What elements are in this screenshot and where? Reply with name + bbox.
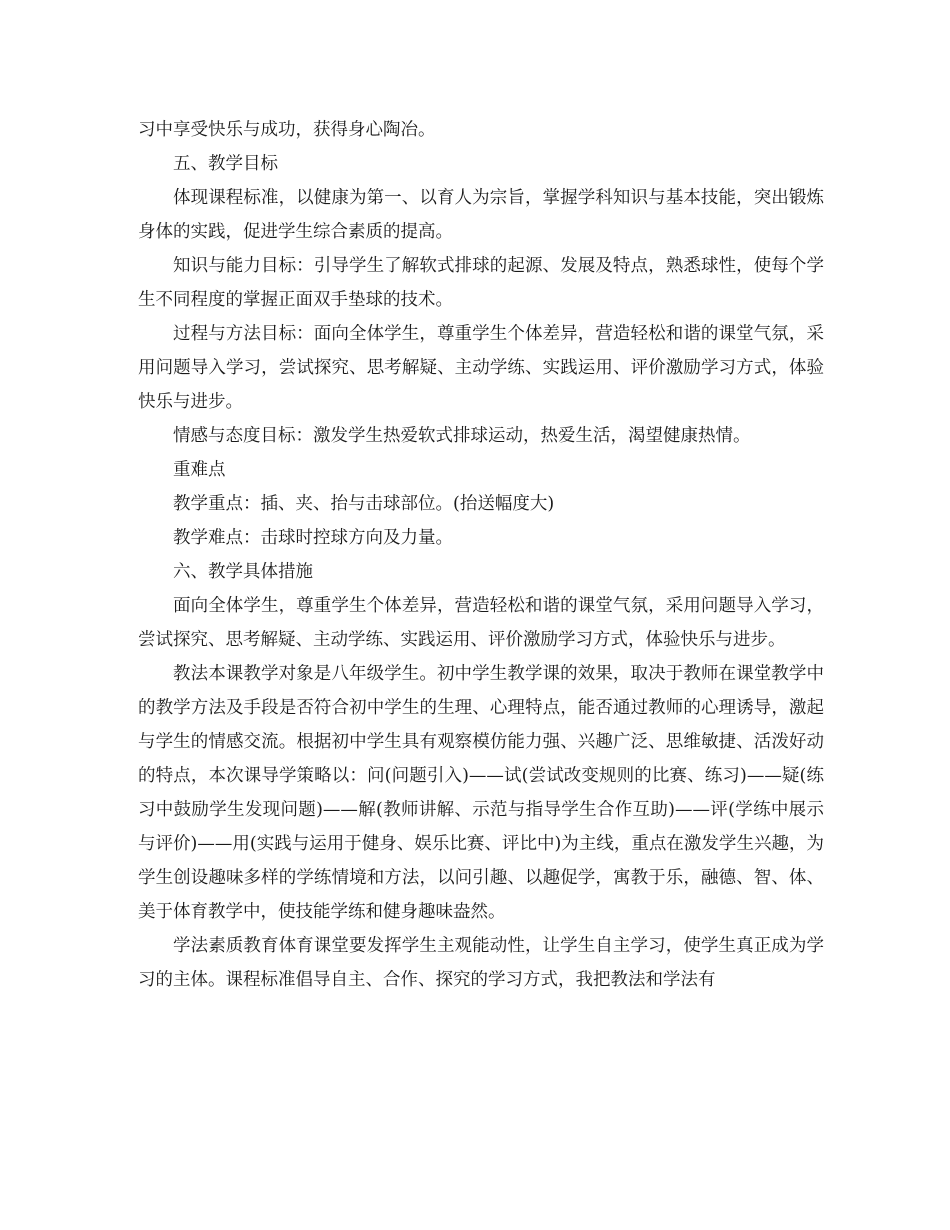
paragraph: 面向全体学生，尊重学生个体差异，营造轻松和谐的课堂气氛，采用问题导入学习，尝试探究、思考解疑、主动学练、实践运用、评价激励学习方式，体验快乐与进步。 (138, 596, 824, 650)
paragraph: 过程与方法目标：面向全体学生，尊重学生个体差异，营造轻松和谐的课堂气氛，采用问题导入学习，尝试探究、思考解疑、主动学练、实践运用、评价激励学习方式，体验快乐与进步。 (138, 324, 824, 412)
paragraph: 学法素质教育体育课堂要发挥学生主观能动性，让学生自主学习，使学生真正成为学习的主体。课程标准倡导自主、合作、探究的学习方式，我把教法和学法有 (138, 936, 824, 990)
paragraph: 习中享受快乐与成功，获得身心陶冶。 (138, 120, 436, 140)
paragraph: 教法本课教学对象是八年级学生。初中学生教学课的效果，取决于教师在课堂教学中的教学方法及手段是否符合初中学生的生理、心理特点，能否通过教师的心理诱导，激起与学生的情感交流。根据初中学生具有观察模仿能力强、兴趣广泛、思维敏捷、活泼好动的特点，本次课导学策略以：问(问题引入)——试(尝试改变规则的比赛、练习)——疑(练习中鼓励学生发现问题)——解(教师讲解、示范与指导学生合作互助)——评(学练中展示与评价)——用(实践与运用于健身、娱乐比赛、评比中)为主线，重点在激发学生兴趣，为学生创设趣味多样的学练情境和方法，以问引趣、以趣促学，寓教于乐，融德、智、体、美于体育教学中，使技能学练和健身趣味盎然。 (138, 664, 824, 922)
paragraph: 教学重点：插、夹、抬与击球部位。(抬送幅度大) (173, 494, 555, 514)
section-heading: 重难点 (173, 460, 226, 480)
paragraph: 教学难点：击球时控球方向及力量。 (173, 528, 453, 548)
paragraph: 体现课程标准，以健康为第一、以育人为宗旨，掌握学科知识与基本技能，突出锻炼身体的实践，促进学生综合素质的提高。 (138, 188, 824, 242)
section-heading: 五、教学目标 (173, 154, 278, 174)
paragraph: 知识与能力目标：引导学生了解软式排球的起源、发展及特点，熟悉球性，使每个学生不同程度的掌握正面双手垫球的技术。 (138, 256, 824, 310)
section-heading: 六、教学具体措施 (173, 562, 313, 582)
paragraph: 情感与态度目标：激发学生热爱软式排球运动，热爱生活，渴望健康热情。 (173, 426, 751, 446)
document-body (138, 113, 824, 997)
